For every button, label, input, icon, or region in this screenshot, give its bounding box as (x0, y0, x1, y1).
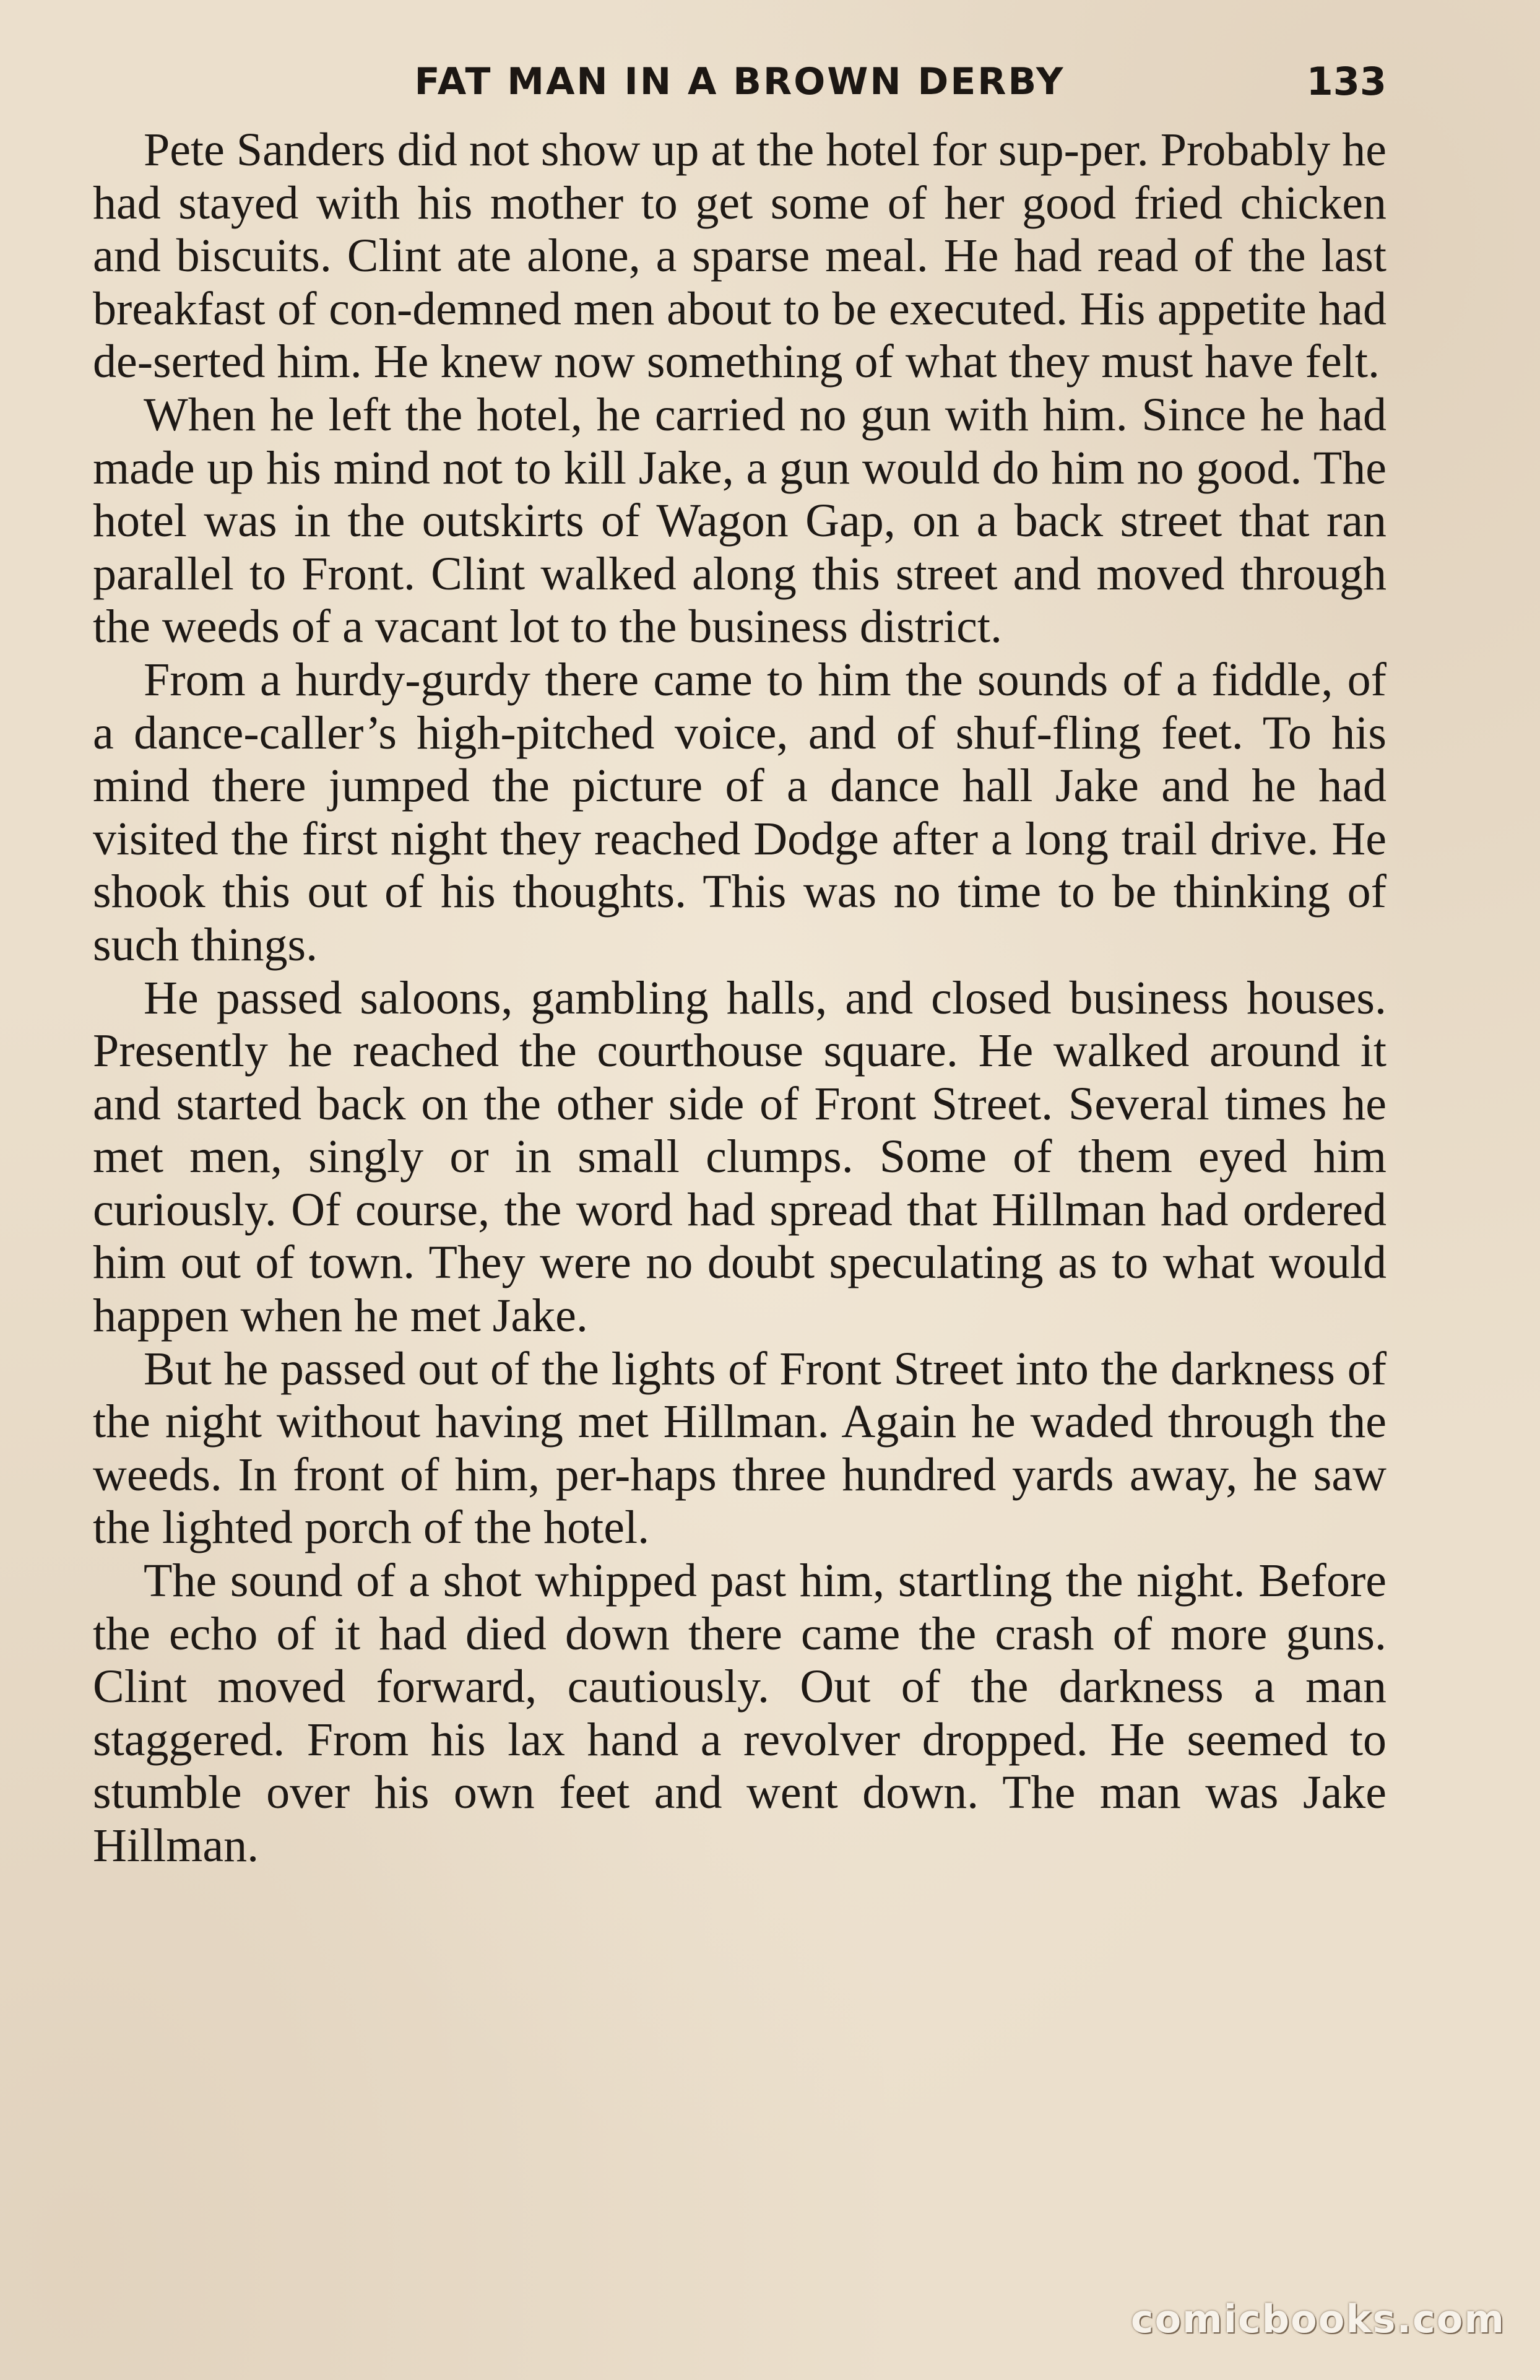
page-header (93, 57, 1386, 106)
body-text (93, 124, 1386, 1873)
paragraph: The sound of a shot whipped past him, startling the night. Before the echo of it had died down there came the crash of more guns. Clint moved forward, cautiously. Out of the darkness a man staggered. From his lax hand a revolver dropped. He seemed to stumble over his own feet and went down. The man was Jake Hillman. (93, 1555, 1386, 1872)
paragraph: From a hurdy-gurdy there came to him the sounds of a fiddle, of a dance-caller’s high-pitched voice, and of shuf-fling feet. To his mind there jumped the picture of a dance hall Jake and he had visited the first night they reached Dodge after a long trail drive. He shook this out of his thoughts. This was no time to be thinking of such things. (93, 653, 1386, 971)
paragraph: Pete Sanders did not show up at the hotel for sup-per. Probably he had stayed with his mother to get some of her good fried chicken and biscuits. Clint ate alone, a sparse meal. He had read of the last breakfast of con-demned men about to be executed. His appetite had de-serted him. He knew now something of what they must have felt. (93, 124, 1386, 388)
running-title: FAT MAN IN A BROWN DERBY (414, 60, 1065, 103)
paragraph: When he left the hotel, he carried no gun with him. Since he had made up his mind not to kill Jake, a gun would do him no good. The hotel was in the outskirts of Wagon Gap, on a back street that ran parallel to Front. Clint walked along this street and moved through the weeds of a vacant lot to the business district. (93, 388, 1386, 653)
paragraph: He passed saloons, gambling halls, and closed business houses. Presently he reached the courthouse square. He walked around it and started back on the other side of Front Street. Several times he met men, singly or in small clumps. Some of them eyed him curiously. Of course, the word had spread that Hillman had ordered him out of town. They were no doubt speculating as to what would happen when he met Jake. (93, 971, 1386, 1342)
paragraph: But he passed out of the lights of Front Street into the darkness of the night without having met Hillman. Again he waded through the weeds. In front of him, per-haps three hundred yards away, he saw the lighted porch of the hotel. (93, 1342, 1386, 1554)
watermark: comicbooks.com (1130, 2296, 1505, 2342)
page-number: 133 (1306, 59, 1386, 104)
